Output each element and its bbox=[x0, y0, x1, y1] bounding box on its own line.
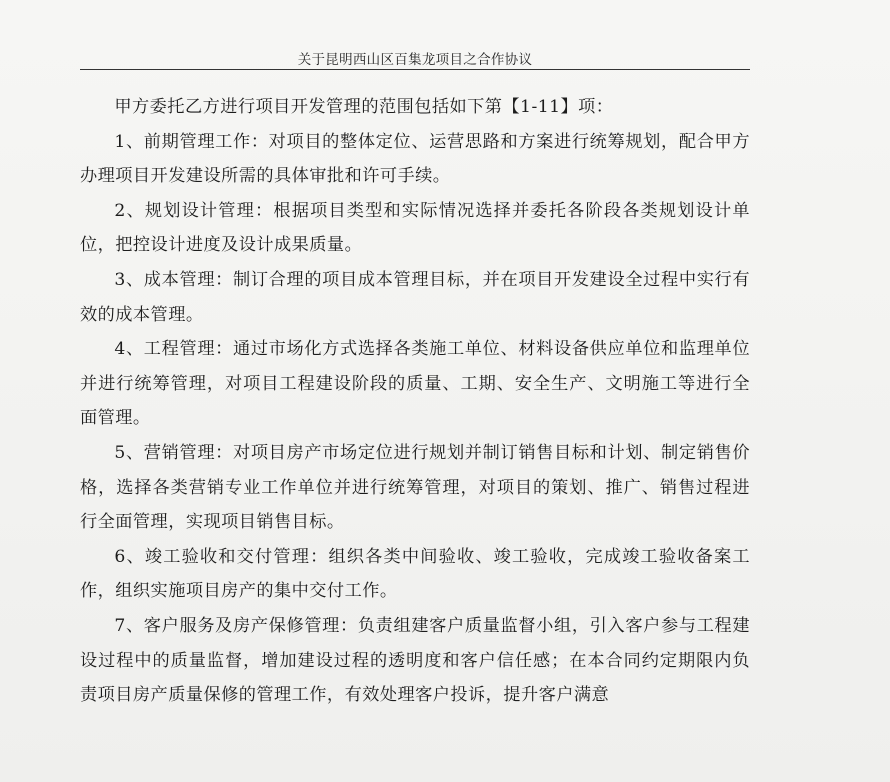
clause-3-cost-management: 3、成本管理：制订合理的项目成本管理目标，并在项目开发建设全过程中实行有效的成本管理。 bbox=[80, 269, 750, 325]
page-header-title: 关于昆明西山区百集龙项目之合作协议 bbox=[297, 52, 533, 68]
clause-2-planning-design: 2、规划设计管理：根据项目类型和实际情况选择并委托各阶段各类规划设计单位，把控设计进度及设计成果质量。 bbox=[80, 200, 750, 256]
clause-6-completion-delivery: 6、竣工验收和交付管理：组织各类中间验收、竣工验收，完成竣工验收备案工作，组织实施项目房产的集中交付工作。 bbox=[80, 546, 750, 602]
intro-paragraph: 甲方委托乙方进行项目开发管理的范围包括如下第【1-11】项： bbox=[114, 97, 614, 117]
header-divider bbox=[80, 69, 750, 70]
document-body bbox=[80, 90, 750, 713]
clause-1-pre-management: 1、前期管理工作：对项目的整体定位、运营思路和方案进行统筹规划，配合甲方办理项目开发建设所需的具体审批和许可手续。 bbox=[80, 131, 750, 187]
clause-5-marketing-management: 5、营销管理：对项目房产市场定位进行规划并制订销售目标和计划、制定销售价格，选择各类营销专业工作单位并进行统筹管理，对项目的策划、推广、销售过程进行全面管理，实现项目销售目标。 bbox=[80, 442, 750, 533]
clause-7-customer-service: 7、客户服务及房产保修管理：负责组建客户质量监督小组，引入客户参与工程建设过程中的质量监督，增加建设过程的透明度和客户信任感；在本合同约定期限内负责项目房产质量保修的管理工作，有效处理客户投诉，提升客户满意 bbox=[80, 615, 750, 706]
clause-4-engineering-management: 4、工程管理：通过市场化方式选择各类施工单位、材料设备供应单位和监理单位并进行统筹管理，对项目工程建设阶段的质量、工期、安全生产、文明施工等进行全面管理。 bbox=[80, 339, 750, 429]
